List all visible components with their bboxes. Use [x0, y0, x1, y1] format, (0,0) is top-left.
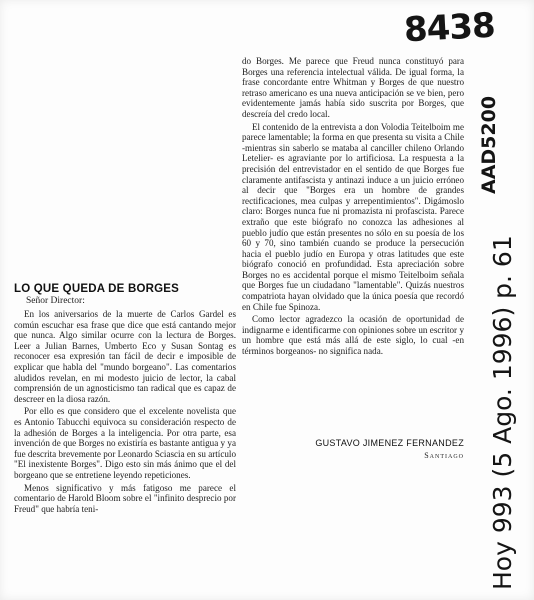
article-headline: LO QUE QUEDA DE BORGES	[14, 283, 179, 295]
body-paragraph: Menos significativo y más fatigoso me parece el comentario de Harold Bloom sobre el "infinito desprecio por Freud" que habría teni-	[14, 482, 236, 514]
body-paragraph: Como lector agradezco la ocasión de oportunidad de indignarme e identificarme con opiniones sobre un escritor y un hombre que está más allá de este siglo, lo cual -en términos borgeanos- no significa nada.	[242, 314, 464, 357]
body-paragraph: En los aniversarios de la muerte de Carlos Gardel es común escuchar esa frase que dice que está cantando mejor que nunca. Algo similar ocurre con la lectura de Borges. Leer a Julian Barnes, Umberto Eco y Susan Sontag es reconocer esa expresión tan fácil de decir e imposible de explicar que habla del "mundo borgeano". Las comentarios aludidos revelan, en mi modesto juicio de lector, la cabal comprensión de un agnosticismo tan radical que es capaz de descreer en la diosa razón.	[14, 309, 236, 404]
handwritten-catalog-code: AAD5200	[478, 95, 500, 194]
letter-salutation: Señor Director:	[26, 296, 85, 306]
body-paragraph: Por ello es que considero que el excelente novelista que es Antonio Tabucchi equivoca su consideración respecto de la adhesión de Borges a la inteligencia. Por otra parte, esa invención de que Borges no existiría es bastante antigua y ya fue descrita brevemente por Leonardo Sciascia en su artículo "El inexistente Borges". Digo esto sin más ánimo que el del borgeano que se entretiene leyendo repeticiones.	[14, 406, 236, 480]
author-city: Santiago	[424, 451, 464, 460]
handwritten-archive-number: 8438	[403, 5, 496, 51]
body-paragraph: do Borges. Me parece que Freud nunca constituyó para Borges una referencia intelectual válida. De igual forma, la frase concordante entre Whitman y Borges de que nuestro retraso americano es una nueva anticipación se ve bien, pero evidentemente jamás había sido suscrita por Borges, que descreía del credo local.	[242, 56, 464, 119]
body-paragraph: El contenido de la entrevista a don Volodia Teitelboim me parece lamentable; la forma en que presenta su visita a Chile -mientras sin saberlo se mataba al canciller chileno Orlando Letelier- es agraviante por lo artificiosa. La respuesta a la precisión del entrevistador en el sentido de que Borges fue claramente antifascista y antinazi induce a un juicio erróneo al decir que "Borges era un hombre de grandes rectificaciones, mea culpas y arrepentimientos". Digámoslo claro: Borges nunca fue ni promazista ni profascista. Parece extraño que este biógrafo no conozca las adhesiones al pueblo judío que están presentes no sólo en su poesía de los 60 y 70, sino también cuando se produce la persecución hacia el pueblo judío en Europa y otras latitudes que este biógrafo conoció en profundidad. Esta apreciación sobre Borges no es accidental porque el mismo Teitelboim señala que Borges fue un ciudadano "lamentable". Quizás nuestros compatriota hayan olvidado que la única poesía que recordó en Chile fue Spinoza.	[242, 121, 464, 312]
author-signature: GUSTAVO JIMENEZ FERNANDEZ	[315, 438, 464, 448]
handwritten-source-note: Hoy 993 (5 Ago. 1996) p. 61	[488, 235, 517, 590]
left-text-column	[14, 309, 236, 599]
right-text-column	[242, 56, 464, 436]
